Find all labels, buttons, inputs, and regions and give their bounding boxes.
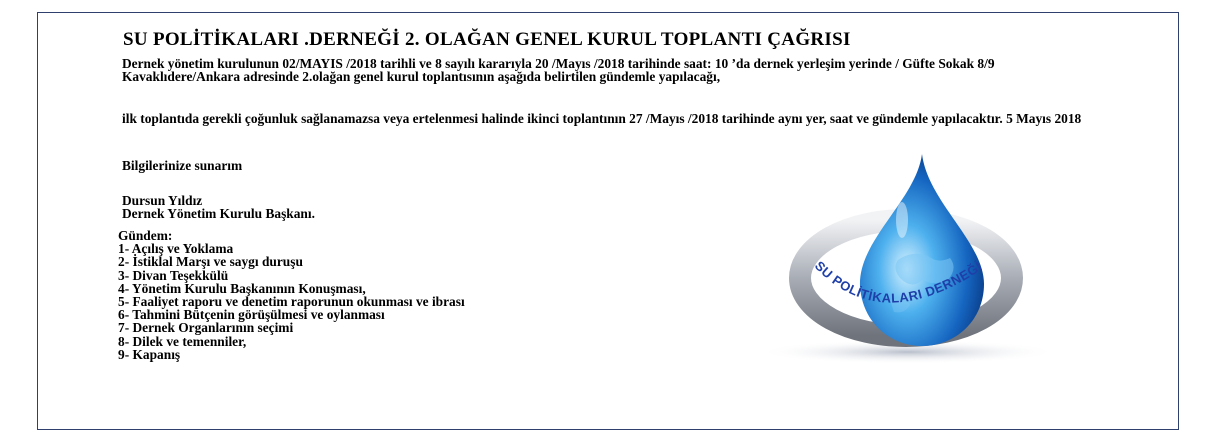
logo-text: SU POLİTİKALARI DERNEĞİ <box>811 258 985 306</box>
closing-text: Bilgilerinize sunarım <box>122 158 243 173</box>
water-drop-logo <box>738 150 1062 366</box>
signer-title: Dernek Yönetim Kurulu Başkanı. <box>122 206 315 221</box>
agenda-list <box>118 229 465 361</box>
paragraph-second-meeting: ilk toplantıda gerekli çoğunluk sağlanamazsa veya ertelenmesi halinde ikinci toplantının 27 /Mayıs /2018 tarihinde aynı yer, saat ve gündemle yapılacaktır. 5 Mayıs 2018 <box>122 111 1082 126</box>
agenda-item: 5- Faaliyet raporu ve denetim raporunun okunması ve ibrası <box>118 294 465 310</box>
document-title: SU POLİTİKALARI .DERNEĞİ 2. OLAĞAN GENEL KURUL TOPLANTI ÇAĞRISI <box>123 29 851 50</box>
agenda-item: 8- Dilek ve temenniler, <box>118 333 247 349</box>
agenda-item: 4- Yönetim Kurulu Başkanının Konuşması, <box>118 280 366 296</box>
agenda-item: 7- Dernek Organlarının seçimi <box>118 320 294 336</box>
water-drop-icon <box>860 154 984 346</box>
agenda-item: 3- Divan Teşekkülü <box>118 267 229 283</box>
agenda-item: 1- Açılış ve Yoklama <box>118 241 234 257</box>
paragraph-announcement: Dernek yönetim kurulunun 02/MAYIS /2018 tarihli ve 8 sayılı kararıyla 20 /Mayıs /2018 tarihinde saat: 10 ’da dernek yerleşim yerinde / Güfte Sokak 8/9 Kavaklıdere/Ankara adresinde 2.olağan genel kurul toplantısının aşağıda belirtilen gündemle yapılacağı, <box>122 56 995 84</box>
agenda-item: 9- Kapanış <box>118 346 181 362</box>
agenda-heading: Gündem: <box>118 228 173 243</box>
agenda-item: 6- Tahmini Bütçenin görüşülmesi ve oylanması <box>118 307 385 323</box>
signer-name: Dursun Yıldız <box>122 193 203 208</box>
agenda-item: 2- İstiklal Marşı ve saygı duruşu <box>118 254 303 270</box>
drop-highlight <box>896 202 908 238</box>
